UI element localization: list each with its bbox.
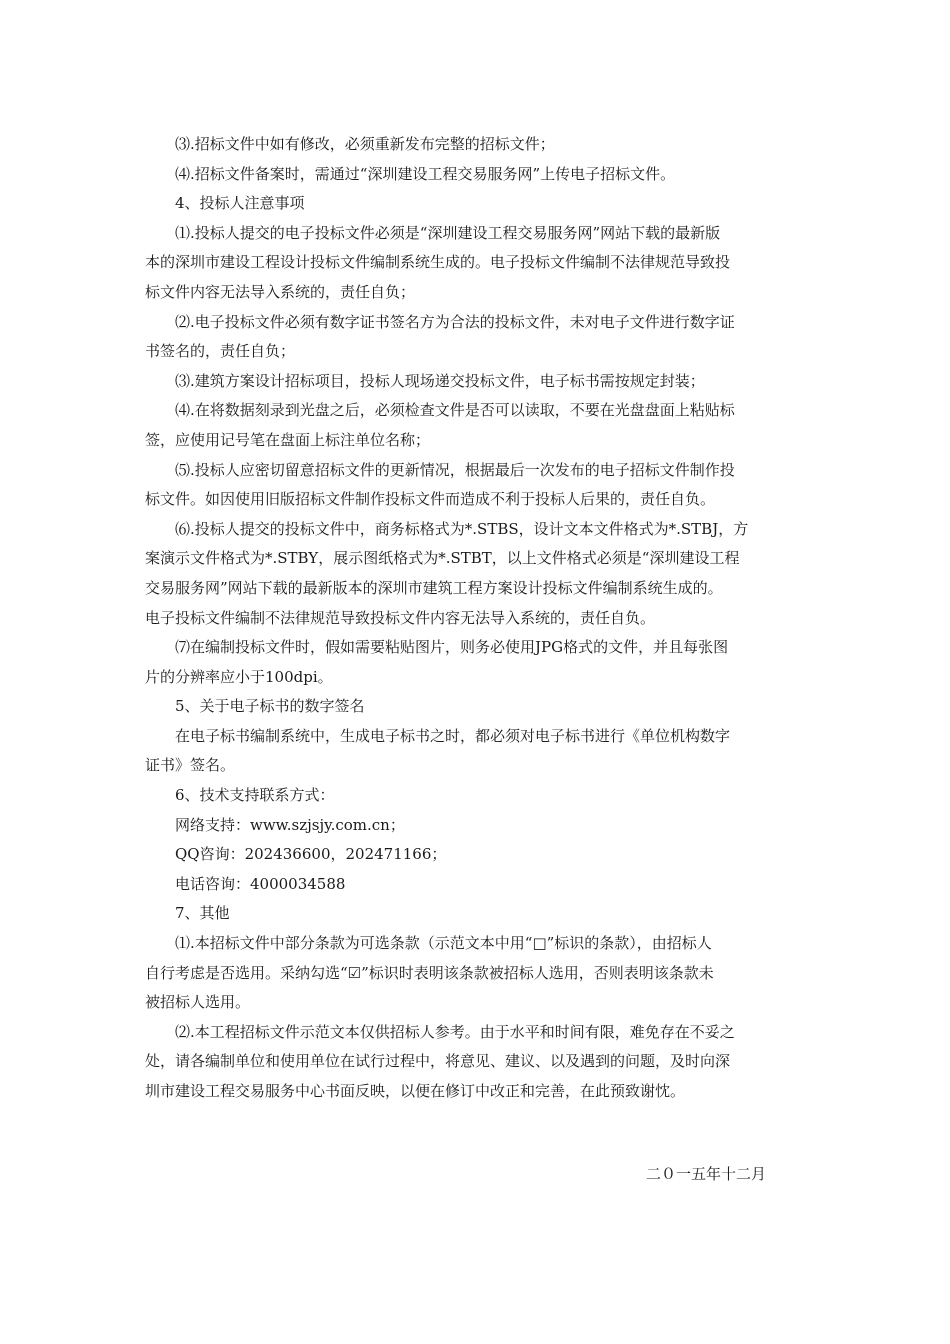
heading-5 bbox=[145, 692, 807, 722]
text-line: 电话咨询：4000034588 bbox=[175, 874, 346, 893]
document-date: 二０一五年十二月 bbox=[646, 1165, 767, 1183]
support-phone bbox=[145, 870, 807, 900]
text-line: ⑺在编制投标文件时，假如需要粘贴图片，则务必使用JPG格式的文件，并且每张图 bbox=[175, 638, 729, 657]
clause-3-4 bbox=[145, 160, 807, 190]
text-line: 圳市建设工程交易服务中心书面反映，以便在修订中改正和完善，在此预致谢忱。 bbox=[145, 1082, 686, 1100]
text-line: 在电子标书编制系统中，生成电子标书之时，都必须对电子标书进行《单位机构数字 bbox=[175, 726, 731, 745]
text-line: 被招标人选用。 bbox=[145, 993, 251, 1012]
text-line: 5、关于电子标书的数字签名 bbox=[175, 697, 365, 716]
clause-3-3 bbox=[145, 130, 807, 160]
text-line: ⑴.本招标文件中部分条款为可选条款（示范文本中用“□”标识的条款），由招标人 bbox=[175, 934, 712, 953]
text-line: ⑶.招标文件中如有修改，必须重新发布完整的招标文件； bbox=[175, 135, 555, 153]
text-line: 证书》签名。 bbox=[145, 756, 236, 775]
text-line: 网络支持：www.szjsjy.com.cn； bbox=[175, 815, 405, 834]
clause-7-1 bbox=[145, 929, 807, 1018]
text-line: 签，应使用记号笔在盘面上标注单位名称； bbox=[145, 430, 431, 449]
document-body bbox=[145, 130, 807, 1107]
text-line: 交易服务网”网站下载的最新版本的深圳市建筑工程方案设计投标文件编制系统生成的。 bbox=[145, 578, 723, 597]
clause-4-7 bbox=[145, 633, 807, 692]
text-line: ⑶.建筑方案设计招标项目，投标人现场递交投标文件，电子标书需按规定封装； bbox=[175, 371, 705, 390]
text-line: 自行考虑是否选用。采纳勾选“☑”标识时表明该条款被招标人选用，否则表明该条款未 bbox=[145, 963, 714, 982]
heading-6 bbox=[145, 781, 807, 811]
clause-7-2 bbox=[145, 1018, 807, 1107]
text-line: ⑴.投标人提交的电子投标文件必须是“深圳建设工程交易服务网”网站下载的最新版 bbox=[175, 223, 721, 242]
text-line: 标文件。如因使用旧版招标文件制作投标文件而造成不利于投标人后果的，责任自负。 bbox=[145, 490, 716, 509]
text-line: 片的分辨率应小于100dpi。 bbox=[145, 667, 333, 686]
text-line: 本的深圳市建设工程设计投标文件编制系统生成的。电子投标文件编制不法律规范导致投 bbox=[145, 253, 731, 272]
text-line: ⑷.在将数据刻录到光盘之后，必须检查文件是否可以读取，不要在光盘盘面上粘贴标 bbox=[175, 401, 735, 420]
text-line: ⑷.招标文件备案时，需通过“深圳建设工程交易服务网”上传电子招标文件。 bbox=[175, 164, 676, 183]
text-line: ⑵.本工程招标文件示范文本仅供招标人参考。由于水平和时间有限，难免存在不妥之 bbox=[175, 1022, 735, 1041]
text-line: QQ咨询：202436600，202471166； bbox=[175, 845, 447, 864]
heading-7 bbox=[145, 899, 807, 929]
support-qq bbox=[145, 840, 807, 870]
clause-4-3 bbox=[145, 367, 807, 397]
clause-4-1 bbox=[145, 219, 807, 308]
text-line: 书签名的，责任自负； bbox=[145, 342, 296, 361]
text-line: 标文件内容无法导入系统的，责任自负； bbox=[145, 282, 416, 301]
text-line: 处，请各编制单位和使用单位在试行过程中，将意见、建议、以及遇到的问题，及时向深 bbox=[145, 1052, 731, 1071]
clause-4-2 bbox=[145, 308, 807, 367]
text-line: ⑸.投标人应密切留意招标文件的更新情况，根据最后一次发布的电子招标文件制作投 bbox=[175, 460, 735, 479]
clause-5 bbox=[145, 722, 807, 781]
text-line: 4、投标人注意事项 bbox=[175, 194, 305, 213]
text-line: 电子投标文件编制不法律规范导致投标文件内容无法导入系统的，责任自负。 bbox=[145, 608, 656, 627]
text-line: ⑵.电子投标文件必须有数字证书签名方为合法的投标文件，未对电子文件进行数字证 bbox=[175, 312, 735, 331]
clause-4-4 bbox=[145, 396, 807, 455]
text-line: 案演示文件格式为*.STBY，展示图纸格式为*.STBT，以上文件格式必须是“深圳建设工程 bbox=[145, 549, 740, 568]
heading-4 bbox=[145, 189, 807, 219]
text-line: 6、技术支持联系方式： bbox=[175, 786, 335, 805]
support-web bbox=[145, 811, 807, 841]
clause-4-5 bbox=[145, 456, 807, 515]
clause-4-6 bbox=[145, 515, 807, 633]
text-line: 7、其他 bbox=[175, 904, 230, 923]
text-line: ⑹.投标人提交的投标文件中，商务标格式为*.STBS，设计文本文件格式为*.STBJ，方 bbox=[175, 519, 749, 538]
